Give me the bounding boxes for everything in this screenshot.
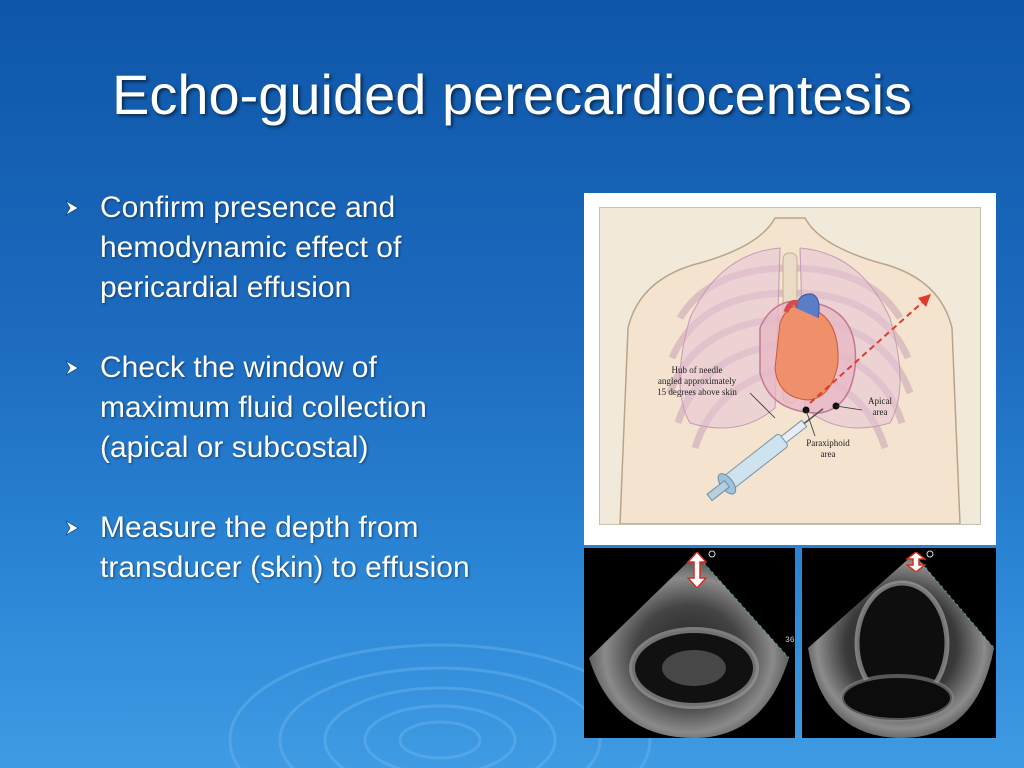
echo-sector [802,548,996,738]
apical-area-label [859,396,901,418]
paraxiphoid-area-label [798,438,858,460]
bullet-item [64,348,504,468]
bullet-item [64,188,504,308]
bullet-list [64,188,504,628]
arrowhead-bullet-icon [64,508,100,588]
arrowhead-bullet-icon [64,188,100,308]
label-line: angled approximately [657,376,737,386]
slide-title: Echo-guided perecardiocentesis [111,63,913,126]
label-line: area [820,449,836,459]
label-line: Hub of needle [671,365,723,375]
echo-image-apical [802,548,996,738]
bullet-text: Confirm presence and hemodynamic effect of pericardial effusion [100,191,402,304]
label-line: Apical [868,396,892,406]
hub-needle-label [642,365,752,398]
pericardiocentesis-illustration [584,193,996,545]
label-line: Paraxiphoid [806,438,850,448]
bullet-text: Measure the depth from transducer (skin) to effusion [100,511,470,584]
bullet-item [64,508,504,588]
label-line: 15 degrees above skin [657,387,737,397]
double-arrow-icon [687,552,707,593]
double-arrow-icon [906,552,926,577]
echo-image-subcostal [584,548,795,738]
label-line: area [872,407,888,417]
illustration-panel [599,207,981,525]
arrowhead-bullet-icon [64,348,100,468]
scale-label: 36 [785,636,795,645]
bullet-text: Check the window of maximum fluid collection (apical or subcostal) [100,351,427,464]
